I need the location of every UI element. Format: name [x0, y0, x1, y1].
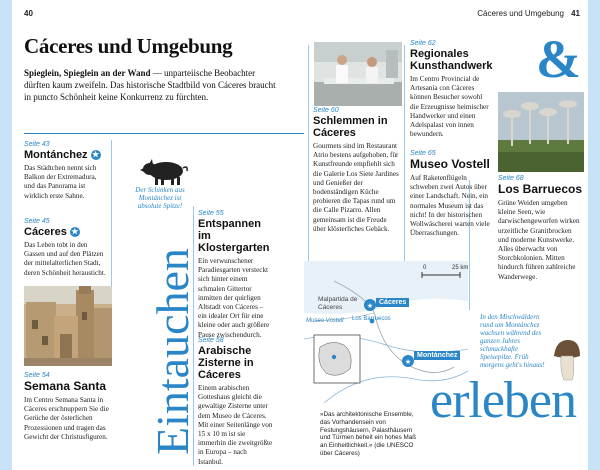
- title-caceres: Cáceres: [24, 226, 67, 238]
- title-zisterne: Arabische Zisterne in Cáceres: [198, 345, 254, 381]
- intro-paragraph: [24, 67, 280, 103]
- right-color-bar: [588, 0, 600, 470]
- mushroom-caption: In den Mischwäldern rund um Montánchez wachsen während des ganzen Jahres schmackhafte Speisepilze. Früh morgens geht's hinaus!: [480, 313, 545, 369]
- map-label-malpartida: Malpartida de Cáceres: [318, 296, 358, 311]
- photo-barruecos: [498, 92, 584, 172]
- unesco-quote: »Das architektonische Ensemble, das Vorhandensein von Festungshäusern, Palasthäusern und Türmen beheit ein hohes Maß an Einheitlichkeit.« (die UNESCO über Cáceres): [320, 411, 417, 457]
- title-entspannen: Entspannen im Klostergarten: [198, 218, 270, 254]
- star-icon: ★: [71, 227, 79, 237]
- title-schlemmen: Schlemmen in Cáceres: [313, 115, 388, 139]
- text-kunsthandwerk: Im Centro Provincial de Artesanía con Cáceres können Besucher sowohl die Erzeugnisse heimischer Handwerker und einen Adelspalast von innen bewundern.: [410, 75, 489, 139]
- entry-vostell: [410, 150, 492, 238]
- entry-schlemmen: [313, 107, 401, 234]
- entry-montanchez: [24, 141, 108, 201]
- photo-kitchen: [314, 42, 402, 106]
- intro-text: — unparteiische Beobachter dürften kaum zweifeln. Das historische Stadtbild von Cáceres braucht in puncto Schönheit keine Konkurrenz zu fürchten.: [24, 68, 276, 102]
- text-semana: Im Centro Semana Santa in Cáceres erschnuppern Sie die Gerüche der österlichen Prozessionen und tragen das Gewicht der Christusfiguren.: [24, 396, 109, 441]
- map-label-caceres: Cáceres: [376, 298, 409, 307]
- title-vostell: Museo Vostell: [410, 157, 490, 171]
- entry-semana-santa: [24, 372, 114, 442]
- page-number-left: 40: [24, 9, 33, 18]
- page-number-right: 41: [571, 9, 580, 18]
- intro-lead: Spieglein, Spieglein an der Wand: [24, 68, 151, 78]
- entry-barruecos: [498, 175, 584, 282]
- title-kunsthandwerk: Regionales Kunsthandwerk: [410, 48, 493, 72]
- text-vostell: Auf Raketenflügeln schweben zwei Autos über einer Landschaft. Nein, ein normales Museum ist das nicht! In der historischen Wollwäscherei warten viele Überraschungen.: [410, 174, 490, 238]
- page-title: Cáceres und Umgebung: [24, 34, 233, 58]
- svg-text:★: ★: [404, 358, 412, 366]
- map-label-museo-vostell: Museo Vostell: [306, 318, 344, 324]
- left-color-bar: [0, 0, 12, 470]
- ref-kunsthandwerk: Seite 62: [410, 40, 436, 47]
- ampersand: &: [536, 29, 581, 89]
- entry-entspannen: [198, 210, 273, 340]
- text-schlemmen: Gourmets sind im Restaurant Atrio bestens aufgehoben, für Kunstfreunde empfiehlt sich die Galerie Los Siete Jardines und Genießer der bodenständigen Küche probieren die Tapas rund um die Calle Pizarro. Allen gemeinsam ist die Freude über klösterliches Gebäck.: [313, 142, 399, 233]
- ref-entspannen: Seite 55: [198, 210, 224, 217]
- map-scale-start: 0: [423, 265, 427, 271]
- text-montanchez: Das Städtchen nennt sich Balkon der Extremadura, und das Panorama ist wirklich erste Sahne.: [24, 164, 97, 200]
- entry-kunsthandwerk: [410, 40, 492, 139]
- text-zisterne: Einem arabischen Gotteshaus gleicht die gewaltige Zisterne unter dem Museo de Cáceres. Mit einer Seitenlänge von 15 x 10 m ist sie immerhin die zweitgrößte in Europa – nach Istanbul.: [198, 384, 273, 466]
- column-rule-4: [404, 45, 405, 270]
- ref-barruecos: Seite 68: [498, 175, 524, 182]
- text-barruecos: Grüne Weiden umgeben kleine Seen, wie darwischengeworfen wirken urzeitliche Granitbrocken und moderne Kunstwerke. Alles überwacht von Storchkolonien. Mitten hindurch führen zahlreiche Wanderwege.: [498, 199, 580, 281]
- ref-semana: Seite 54: [24, 372, 50, 379]
- running-header: Cáceres und Umgebung: [477, 9, 564, 18]
- vertical-word-eintauchen: Eintauchen: [147, 248, 198, 455]
- photo-old-town: [24, 286, 112, 366]
- pig-caption: Der Schinken aus Montánchez ist absolute Spitze!: [135, 186, 185, 210]
- pig-icon: [140, 158, 190, 186]
- column-rule-3: [308, 45, 309, 270]
- map-label-barruecos: Los Barruecos: [352, 316, 391, 322]
- ref-zisterne: Seite 58: [198, 337, 224, 344]
- title-barruecos: Los Barruecos: [498, 182, 583, 196]
- ref-montanchez: Seite 43: [24, 141, 50, 148]
- title-montanchez: Montánchez: [24, 149, 88, 161]
- title-semana: Semana Santa: [24, 379, 107, 393]
- text-caceres: Das Leben tobt in den Gassen und auf den Plätzen der mittelalterlichen Stadt, deren Schönheit herausticht.: [24, 241, 106, 277]
- entry-caceres: [24, 218, 108, 278]
- map-label-montanchez: Montánchez: [414, 351, 460, 360]
- ref-vostell: Seite 65: [410, 150, 436, 157]
- ref-caceres: Seite 45: [24, 218, 50, 225]
- ref-schlemmen: Seite 60: [313, 107, 339, 114]
- star-icon: ★: [91, 150, 100, 160]
- entry-zisterne: [198, 337, 273, 467]
- map-scale-end: 25 km: [452, 265, 469, 271]
- text-entspannen: Ein verwunschener Paradiesgarten versteckt sich hinter einem schmalen Gittertor inmitten der quirligen Altstadt von Cáceres – ein idealer Ort für eine kleine oder auch größere Pause zwischendurch.: [198, 257, 270, 339]
- svg-text:★: ★: [366, 302, 374, 310]
- bottom-word-erleben: erleben: [430, 372, 577, 429]
- divider-top: [24, 133, 304, 134]
